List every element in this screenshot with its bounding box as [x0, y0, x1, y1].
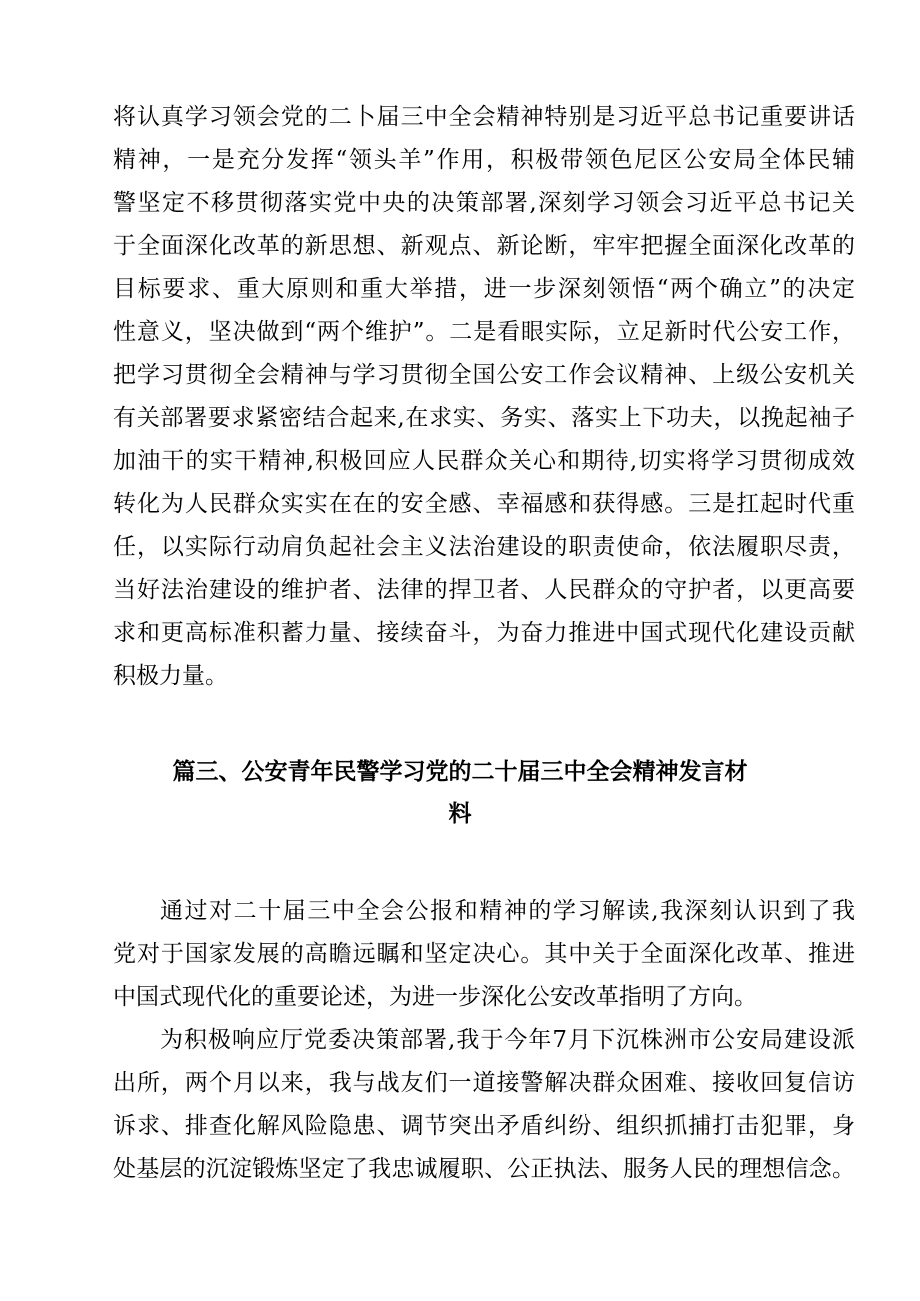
text-line: 任，以实际行动肩负起社会主义法治建设的职责使命，依法履职尽责， [113, 534, 855, 560]
text-line: 将认真学习领会党的二卜届三中全会精神特别是习近平总书记重要讲话 [113, 104, 855, 130]
text-line: 转化为人民群众实实在在的安全感、幸福感和获得感。三是扛起时代重 [113, 491, 855, 517]
text-line: 有关部署要求紧密结合起来,在求实、务实、落实上下功夫，以挽起袖子 [113, 405, 855, 431]
text-line: 加油干的实干精神,积极回应人民群众关心和期待,切实将学习贯彻成效 [113, 448, 855, 474]
text-line: 警坚定不移贯彻落实党中央的决策部署,深刻学习领会习近平总书记关 [113, 190, 855, 216]
text-line: 性意义，坚决做到“两个维护”。二是看眼实际，立足新时代公安工作， [113, 319, 855, 345]
text-line: 于全面深化改革的新思想、新观点、新论断，牢牢把握全面深化改革的 [113, 233, 855, 259]
text-line: 目标要求、重大原则和重大举措，进一步深刻领悟“两个确立”的决定 [113, 276, 855, 302]
text-line: 把学习贯彻全会精神与学习贯彻全国公安工作会议精神、上级公安机关 [113, 362, 855, 388]
text-line: 积极力量。 [113, 663, 228, 689]
text-line: 通过对二十届三中全会公报和精神的学习解读,我深刻认识到了我 [160, 898, 855, 924]
heading-line: 料 [448, 800, 472, 827]
text-line: 党对于国家发展的高瞻远瞩和坚定决心。其中关于全面深化改革、推进 [113, 941, 855, 967]
text-line: 出所，两个月以来，我与战友们一道接警解决群众困难、接收回复信访 [113, 1070, 855, 1096]
heading-line: 篇三、公安青年民警学习党的二十届三中全会精神发言材 [172, 758, 748, 785]
text-line: 诉求、排查化解风险隐患、调节突出矛盾纠纷、组织抓捕打击犯罪，身 [113, 1113, 855, 1139]
text-line: 为积极响应厅党委决策部署,我于今年7月下沉株洲市公安局建设派 [160, 1027, 855, 1053]
text-line: 中国式现代化的重要论述，为进一步深化公安改革指明了方向。 [113, 984, 757, 1010]
text-line: 处基层的沉淀锻炼坚定了我忠诚履职、公正执法、服务人民的理想信念。 [113, 1156, 855, 1182]
text-line: 求和更高标准积蓄力量、接续奋斗，为奋力推进中国式现代化建设贡献 [113, 620, 855, 646]
text-line: 当好法治建设的维护者、法律的捍卫者、人民群众的守护者，以更高要 [113, 577, 855, 603]
text-line: 精神，一是充分发挥“领头羊”作用，积极带领色尼区公安局全体民辅 [113, 147, 855, 173]
